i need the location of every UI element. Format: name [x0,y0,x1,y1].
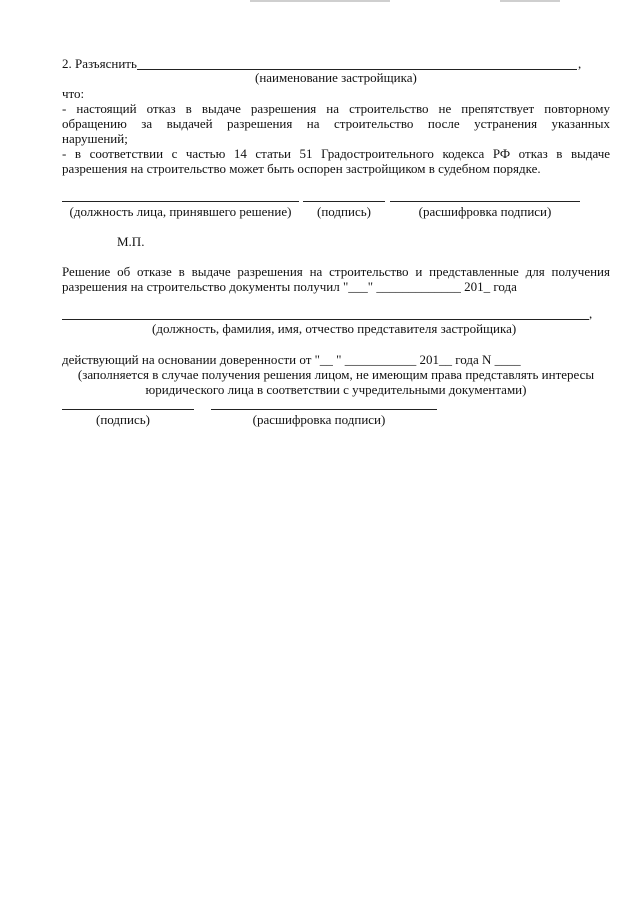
decoding2-line [211,409,437,410]
stamp-label: М.П. [117,234,145,249]
representative-caption: (должность, фамилия, имя, отчество представителя застройщика) [152,321,517,336]
that-label: что: [62,86,85,101]
representative-line-comma: , [589,306,593,321]
representative-line [62,319,589,320]
developer-caption: (наименование застройщика) [255,70,417,85]
position-caption: (должность лица, принявшего решение) [69,204,292,219]
attorney-note-line2: юридического лица в соответствии с учредительными документами) [145,382,527,397]
decoding-line [390,201,580,202]
bullet2-line2: разрешения на строительство может быть оспорен застройщиком в судебном порядке. [62,161,541,176]
decoding-caption: (расшифровка подписи) [418,204,552,219]
receipt-line1: Решение об отказе в выдаче разрешения на строительство и представленные для получения [62,264,610,279]
signature-caption: (подпись) [317,204,371,219]
scan-mark [500,0,560,2]
bullet1-line3: нарушений; [62,131,128,146]
position-line [62,201,299,202]
bullet1-line2: обращению за выдачей разрешения на строительство после устранения указанных [62,116,610,131]
developer-line-comma: , [578,56,582,71]
section-title: 2. Разъяснить [62,56,137,71]
signature-line [303,201,385,202]
signature2-caption: (подпись) [96,412,150,427]
decoding2-caption: (расшифровка подписи) [252,412,386,427]
receipt-line2: разрешения на строительство документы получил "___" _____________ 201_ года [62,279,517,294]
attorney-note-line1: (заполняется в случае получения решения лицом, не имеющим права представлять интересы [77,367,595,382]
signature2-line [62,409,194,410]
scan-mark [250,0,390,2]
attorney-line: действующий на основании доверенности от "__ " ___________ 201__ года N ____ [62,352,521,367]
bullet1-line1: - настоящий отказ в выдаче разрешения на строительство не препятствует повторному [62,101,610,116]
bullet2-line1: - в соответствии с частью 14 статьи 51 Градостроительного кодекса РФ отказ в выдаче [62,146,610,161]
